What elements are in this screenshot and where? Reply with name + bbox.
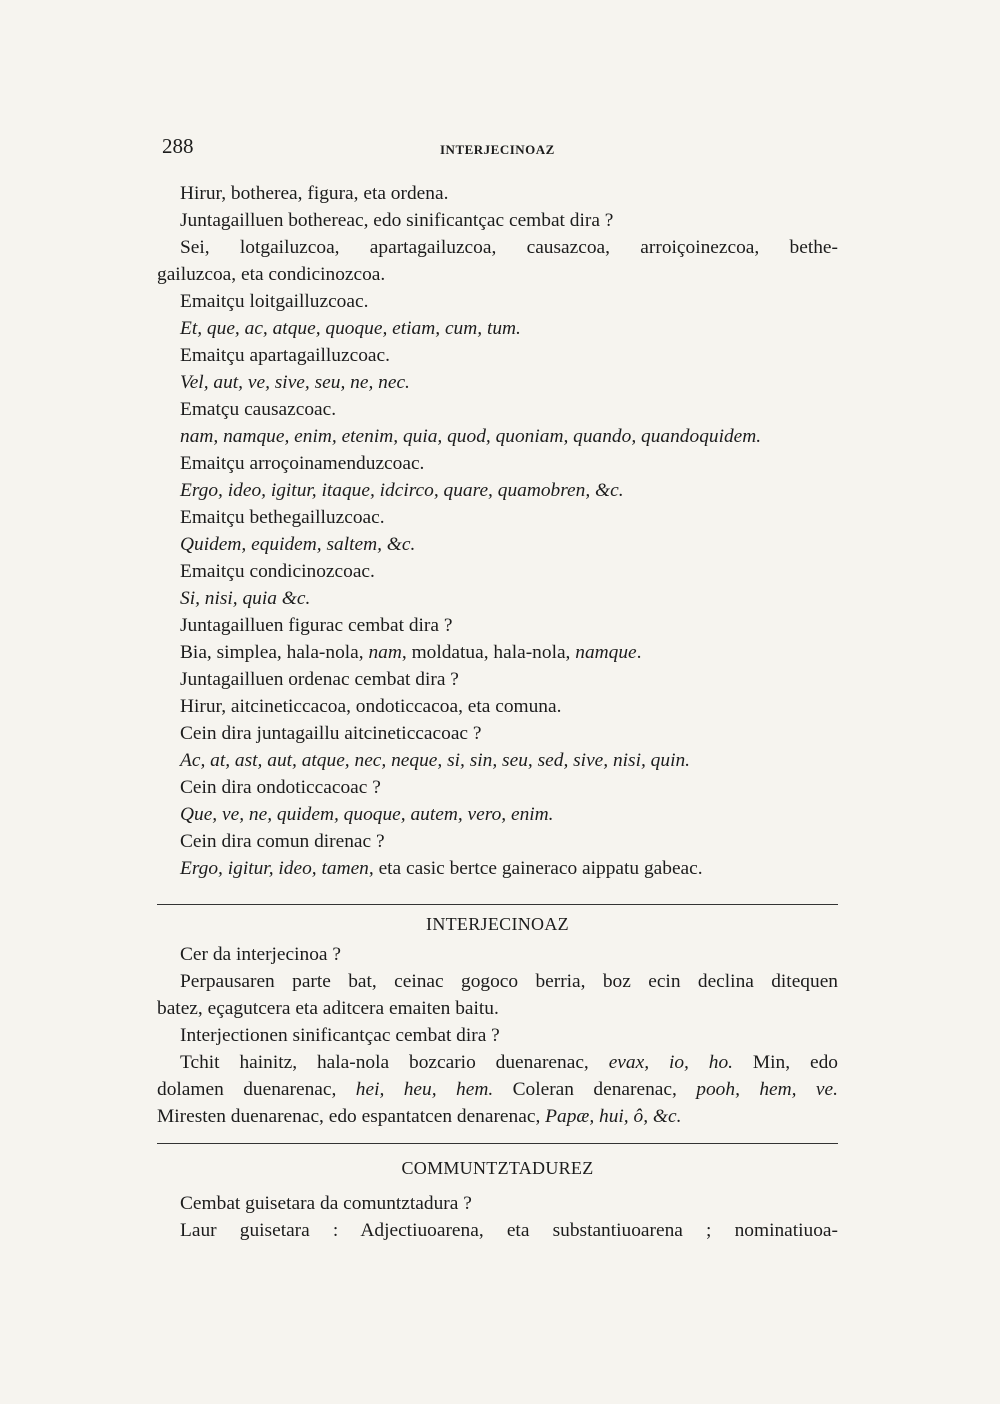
latin-line: Et, que, ac, atque, quoque, etiam, cum, tum.: [180, 318, 521, 339]
text-line: Cer da interjecinoa ?: [180, 944, 341, 965]
latin-span: hei, heu, hem.: [355, 1079, 494, 1100]
text-line: Perpausaren parte bat, ceinac gogoco berria, boz ecin declina ditequen: [180, 971, 838, 992]
text-span: Bia, simplea, hala-nola,: [180, 642, 369, 663]
text-line: Juntagailluen ordenac cembat dira ?: [180, 669, 459, 690]
qa-block-juntagailluen: [157, 180, 838, 882]
text-line: Emaitçu bethegailluzcoac.: [180, 507, 385, 528]
latin-span: Ergo, igitur, ideo, tamen,: [180, 858, 374, 879]
text-span: Coleran denarenac,: [493, 1079, 697, 1100]
text-line: [157, 639, 838, 666]
latin-line: Vel, aut, ve, sive, seu, ne, nec.: [180, 372, 410, 393]
text-line: batez, eçagutcera eta aditcera emaiten baitu.: [157, 998, 499, 1019]
text-line: Juntagailluen bothereac, edo sinificantçac cembat dira ?: [180, 210, 614, 231]
text-span: eta casic bertce gaineraco aippatu gabeac.: [373, 858, 703, 879]
text-line: Emaitçu arroçoinamenduzcoac.: [180, 453, 425, 474]
text-line: [157, 1076, 838, 1103]
text-line: Cein dira juntagaillu aitcineticcacoac ?: [180, 723, 482, 744]
text-span: , moldatua, hala-nola,: [401, 642, 576, 663]
text-line: Cein dira comun direnac ?: [180, 831, 385, 852]
latin-word: namque: [575, 642, 637, 663]
text-line: Emaitçu apartagailluzcoac.: [180, 345, 390, 366]
text-line: Cein dira ondoticcacoac ?: [180, 777, 381, 798]
text-line: Hirur, aitcineticcacoa, ondoticcacoa, eta comuna.: [180, 696, 562, 717]
latin-line: Ergo, ideo, igitur, itaque, idcirco, quare, quamobren, &c.: [180, 480, 624, 501]
text-span: Min, edo: [733, 1052, 838, 1073]
latin-span: pooh, hem, ve.: [696, 1079, 838, 1100]
text-line: [157, 1049, 838, 1076]
text-line: Emaitçu condicinozcoac.: [180, 561, 375, 582]
text-span: .: [636, 642, 642, 663]
text-line: Cembat guisetara da comuntztadura ?: [180, 1193, 472, 1214]
page-number: 288: [162, 134, 194, 158]
qa-block-comuntztadura: [157, 1190, 838, 1244]
running-title: INTERJECINOAZ: [440, 142, 555, 157]
text-line: Juntagailluen figurac cembat dira ?: [180, 615, 453, 636]
latin-line: Si, nisi, quia &c.: [180, 588, 311, 609]
section-title-interjecinoaz: INTERJECINOAZ: [426, 914, 569, 934]
latin-line: nam, namque, enim, etenim, quia, quod, quoniam, quando, quandoquidem.: [180, 426, 762, 447]
text-line: gailuzcoa, eta condicinozcoa.: [157, 264, 386, 285]
text-line: Sei, lotgailuzcoa, apartagailuzcoa, causazcoa, arroiçoinezcoa, bethe-: [180, 237, 838, 258]
text-span: dolamen duenarenac,: [157, 1079, 356, 1100]
latin-line: Que, ve, ne, quidem, quoque, autem, vero, enim.: [180, 804, 554, 825]
text-line: Emaitçu loitgailluzcoac.: [180, 291, 369, 312]
text-span: Miresten duenarenac, edo espantatcen denarenac,: [157, 1106, 546, 1127]
latin-line: Ac, at, ast, aut, atque, nec, neque, si, sin, seu, sed, sive, nisi, quin.: [180, 750, 691, 771]
text-line: Hirur, botherea, figura, eta ordena.: [180, 183, 449, 204]
section-title-communtztadurez: COMMUNTZTADUREZ: [401, 1158, 594, 1178]
qa-block-interjecinoa: [157, 941, 838, 1130]
text-line: [157, 1103, 838, 1130]
latin-span: Papæ, hui, ô, &c.: [545, 1106, 682, 1127]
section-divider: [157, 1143, 838, 1144]
latin-span: evax, io, ho.: [608, 1052, 734, 1073]
latin-word: nam: [368, 642, 402, 663]
section-divider: [157, 904, 838, 905]
latin-line: Quidem, equidem, saltem, &c.: [180, 534, 416, 555]
text-line: Interjectionen sinificantçac cembat dira ?: [180, 1025, 500, 1046]
text-line: Laur guisetara : Adjectiuoarena, eta substantiuoarena ; nominatiuoa-: [180, 1220, 838, 1241]
text-line: Ematçu causazcoac.: [180, 399, 337, 420]
text-line: [157, 855, 838, 882]
text-span: Tchit hainitz, hala-nola bozcario duenarenac,: [180, 1052, 609, 1073]
